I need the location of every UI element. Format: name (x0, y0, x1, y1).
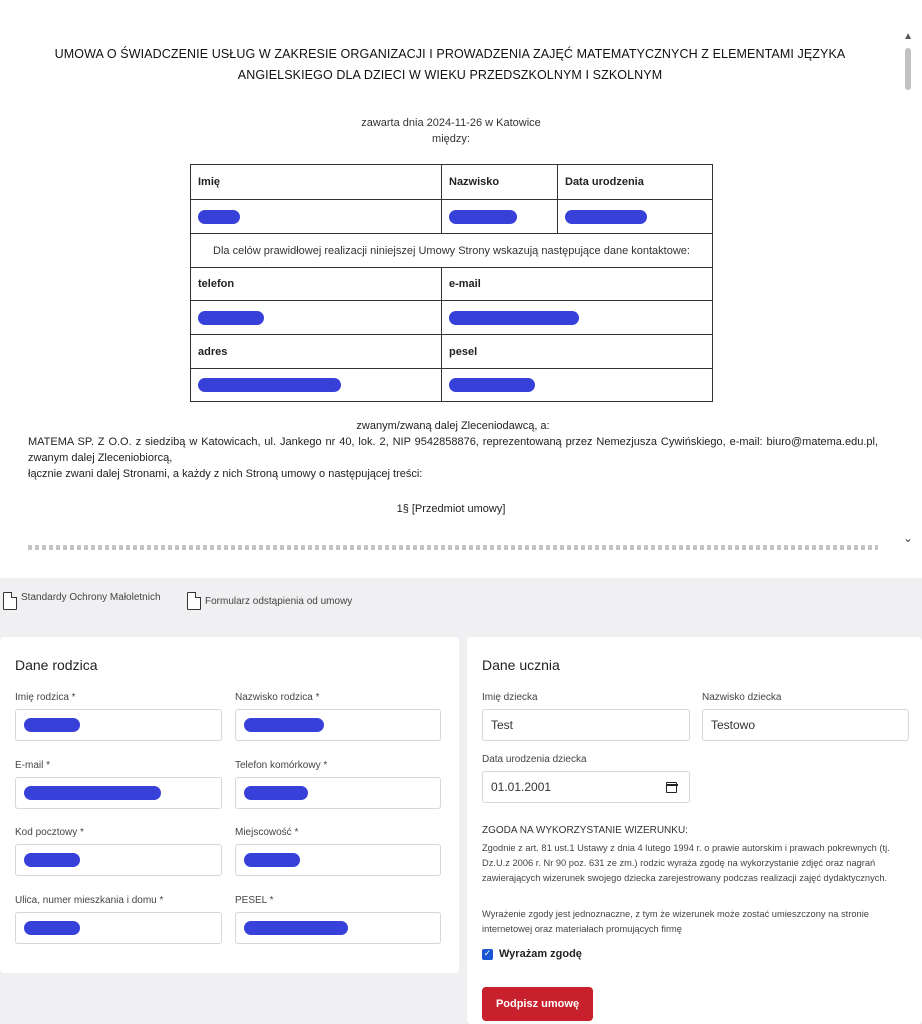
cell-birth-date (558, 200, 713, 234)
redaction (449, 311, 579, 325)
section-title: 1§ [Przedmiot umowy] (396, 503, 506, 515)
parent-first-name-label: Imię rodzica * (15, 692, 76, 703)
cell-phone (191, 301, 442, 335)
redaction (24, 853, 80, 867)
consent-checkbox[interactable]: ✓ (483, 948, 492, 959)
redaction (565, 210, 647, 224)
contract-title: UMOWA O ŚWIADCZENIE USŁUG W ZAKRESIE ORGANIZACJI I PROWADZENIA ZAJĘĆ MATEMATYCZNYCH Z ELEMENTAMI JĘZYKA ANGIELSKIEGO DLA DZIECI W WIEKU PRZEDSZKOLNYM I SZKOLNYM (54, 47, 846, 82)
city-label: Miejscowość * (235, 827, 299, 838)
header-last-name: Nazwisko (442, 165, 558, 200)
cell-last-name (442, 200, 558, 234)
birth-date-value: 01.01.2001 (491, 780, 552, 794)
redaction (244, 718, 324, 732)
document-icon (187, 592, 201, 610)
street-field[interactable] (15, 912, 222, 944)
phone-label: Telefon komórkowy * (235, 760, 328, 771)
redaction (24, 718, 80, 732)
email-label: E-mail * (15, 760, 51, 771)
child-last-name-label: Nazwisko dziecka (702, 692, 782, 703)
redaction (449, 210, 517, 224)
email-field[interactable] (15, 777, 222, 809)
redaction (198, 378, 341, 392)
redaction (244, 921, 348, 935)
consent-note: Wyrażenie zgody jest jednoznaczne, z tym że wizerunek może zostać umieszczony na stronie internetowej oraz materiałach promujących firmę (482, 909, 869, 934)
child-first-name-label: Imię dziecka (482, 692, 538, 703)
consent-title: ZGODA NA WYKORZYSTANIE WIZERUNKU: (482, 825, 688, 836)
redaction (198, 311, 264, 325)
consent-paragraph: Zgodnie z art. 81 ust.1 Ustawy z dnia 4 lutego 1994 r. o prawie autorskim i prawach pokrewnych (tj. Dz.U.z 2006 r. Nr 90 poz. 631 ze zm.) rodzic wyraża zgodę na wykorzystanie zdjęć oraz nagrań zawierających wizerunek swojego dziecka zarejestrowany podczas realizacji zajęć dydaktycznych. (482, 843, 890, 883)
sign-contract-button[interactable]: Podpisz umowę (482, 987, 593, 1021)
city-field[interactable] (235, 844, 441, 876)
pesel-field[interactable] (235, 912, 441, 944)
phone-field[interactable] (235, 777, 441, 809)
redaction (449, 378, 535, 392)
cell-address (191, 369, 442, 402)
parent-first-name-input[interactable] (15, 709, 222, 741)
cell-pesel (442, 369, 713, 402)
calendar-icon[interactable] (666, 782, 677, 793)
contact-note: Dla celów prawidłowej realizacji niniejszej Umowy Strony wskazują następujące dane kontaktowe: (191, 234, 713, 268)
header-first-name: Imię (191, 165, 442, 200)
contract-between: między: (432, 133, 470, 145)
child-birth-date-input[interactable] (482, 771, 690, 803)
consent-checkbox-row[interactable] (482, 948, 582, 960)
withdrawal-form-link[interactable] (187, 592, 352, 610)
postal-code-field[interactable] (15, 844, 222, 876)
parent-last-name-input[interactable] (235, 709, 441, 741)
consent-checkbox-label[interactable]: Wyrażam zgodę (499, 948, 582, 960)
header-address: adres (191, 335, 442, 369)
pesel-label: PESEL * (235, 895, 274, 906)
truncated-text-line (28, 545, 878, 550)
header-pesel: pesel (442, 335, 713, 369)
header-birth-date: Data urodzenia (558, 165, 713, 200)
redaction (24, 786, 161, 800)
provider-paragraph: MATEMA SP. Z O.O. z siedzibą w Katowicach, ul. Jankego nr 40, lok. 2, NIP 9542858876, reprezentowaną przez Nemezjusza Cywińskiego, e-mail: biuro@matema.edu.pl, zwanym dalej Zleceniobiorcą, (28, 436, 878, 464)
document-icon (3, 592, 17, 610)
redaction (198, 210, 240, 224)
withdrawal-link-label: Formularz odstąpienia od umowy (205, 596, 353, 607)
scroll-thumb[interactable] (905, 48, 911, 90)
standards-link[interactable] (3, 592, 161, 610)
chevron-down-icon[interactable]: ⌄ (902, 531, 913, 545)
parent-last-name-label: Nazwisko rodzica * (235, 692, 320, 703)
contract-date: zawarta dnia 2024-11-26 w Katowice (361, 117, 541, 129)
scroll-up-icon[interactable]: ▲ (903, 31, 913, 42)
student-data-card (467, 637, 922, 1024)
header-email: e-mail (442, 268, 713, 301)
cell-first-name (191, 200, 442, 234)
scrollbar[interactable] (902, 28, 922, 553)
redaction (244, 853, 300, 867)
document-links (0, 586, 922, 622)
parties-line: łącznie zwani dalej Stronami, a każdy z nich Stroną umowy o następującej treści: (28, 468, 423, 480)
client-data-table (190, 164, 713, 402)
cell-email (442, 301, 713, 335)
standards-link-label: Standardy Ochrony Małoletnich (21, 592, 161, 603)
child-last-name-input[interactable]: Testowo (702, 709, 909, 741)
child-birth-date-label: Data urodzenia dziecka (482, 754, 587, 765)
redaction (244, 786, 308, 800)
contract-intro (0, 115, 902, 147)
street-label: Ulica, numer mieszkania i domu * (15, 895, 164, 906)
client-line: zwanym/zwaną dalej Zleceniodawcą, a: (356, 420, 550, 432)
parent-data-card (0, 637, 459, 973)
header-phone: telefon (191, 268, 442, 301)
parent-card-title: Dane rodzica (15, 657, 98, 673)
postal-code-label: Kod pocztowy * (15, 827, 84, 838)
child-first-name-input[interactable]: Test (482, 709, 690, 741)
redaction (24, 921, 80, 935)
student-card-title: Dane ucznia (482, 657, 560, 673)
contract-body (28, 418, 878, 482)
